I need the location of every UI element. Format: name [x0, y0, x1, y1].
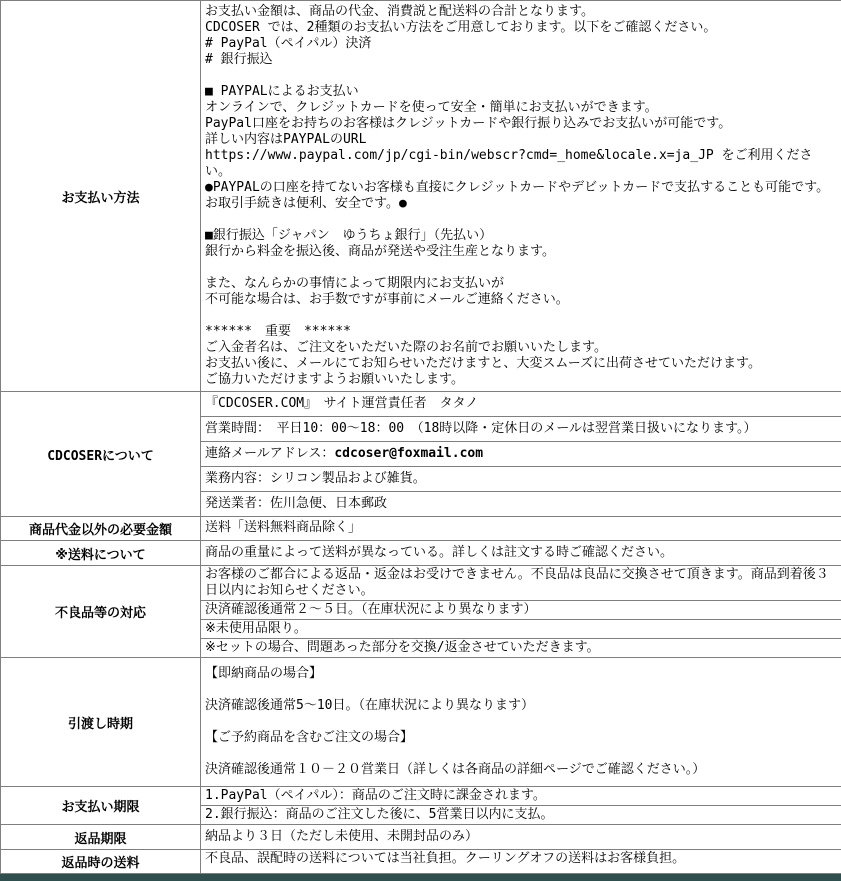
- content-line: 決済確認後通常5～10日。（在庫状況により異なります）: [205, 698, 837, 714]
- row-content-cell: [201, 620, 841, 639]
- content-line: [205, 746, 837, 762]
- row-label: 返品期限: [1, 825, 201, 850]
- row-label: CDCOSERについて: [1, 392, 201, 517]
- content-line: お客様のご都合による返品・返金はお受けできません。不良品は良品に交換させて頂きます。商品到着後３日以内にお知らせください。: [205, 567, 837, 599]
- content-line: 発送業者：佐川急便、日本郵政: [205, 496, 837, 512]
- content-line: 詳しい内容はPAYPALのURL: [205, 132, 837, 148]
- row-content-cell: [201, 417, 841, 442]
- row-content-cell: [201, 492, 841, 517]
- content-line: ****** 重要 ******: [205, 324, 837, 340]
- row-content-cell: [201, 442, 841, 467]
- content-line: 決済確認後通常２～５日。（在庫状況により異なります）: [205, 602, 837, 618]
- content-line: # 銀行振込: [205, 52, 837, 68]
- content-line: [205, 682, 837, 698]
- row-label: 商品代金以外の必要金額: [1, 517, 201, 541]
- content-line: オンラインで、クレジットカードを使って安全・簡単にお支払いができます。: [205, 100, 837, 116]
- content-line: 【即納商品の場合】: [205, 666, 837, 682]
- content-line: ※セットの場合、問題あった部分を交換/返金させていただきます。: [205, 640, 837, 656]
- content-line: ■銀行振込「ジャパン ゆうちょ銀行」（先払い）: [205, 228, 837, 244]
- content-line: [205, 308, 837, 324]
- row-content-cell: [201, 517, 841, 541]
- row-content-cell: [201, 601, 841, 620]
- content-line: 業務内容：シリコン製品および雑貨。: [205, 471, 837, 487]
- content-line: ※未使用品限り。: [205, 621, 837, 637]
- content-line: CDCOSER では、2種類のお支払い方法をご用意しております。以下をご確認ください。: [205, 20, 837, 36]
- row-label: 返品時の送料: [1, 850, 201, 874]
- content-line: 商品の重量によって送料が異なっている。詳しくは註文する時ご確認ください。: [205, 545, 837, 561]
- content-line: 納品より３日（ただし未使用、未開封品のみ）: [205, 829, 837, 845]
- row-label: 不良品等の対応: [1, 566, 201, 658]
- content-line: また、なんらかの事情によって期限内にお支払いが: [205, 276, 837, 292]
- row-content-cell: [201, 850, 841, 874]
- content-line: 銀行から料金を振込後、商品が発送や受注生産となります。: [205, 244, 837, 260]
- row-label: 引渡し時期: [1, 658, 201, 787]
- content-line: [205, 212, 837, 228]
- content-line: ご入金者名は、ご注文をいただいた際のお名前でお願いいたします。: [205, 340, 837, 356]
- email-address: cdcoser@foxmail.com: [334, 446, 483, 461]
- row-content-cell: [201, 566, 841, 601]
- row-label: お支払い方法: [1, 1, 201, 392]
- row-label: お支払い期限: [1, 787, 201, 825]
- content-line: 【ご予約商品を含むご注文の場合】: [205, 730, 837, 746]
- row-content-cell: [201, 541, 841, 566]
- row-content-cell: [201, 825, 841, 850]
- row-content-cell: [201, 658, 841, 787]
- content-line: お支払い金額は、商品の代金、消費説と配送料の合計となります。: [205, 4, 837, 20]
- email-label: 連絡メールアドレス：: [205, 446, 334, 461]
- content-line: 営業時間： 平日10：00～18：00 （18時以降・定休日のメールは翌営業日扱いになります。）: [205, 421, 837, 437]
- content-line: ■ PAYPALによるお支払い: [205, 84, 837, 100]
- row-label: ※送料について: [1, 541, 201, 566]
- content-line: 不良品、誤配時の送料については当社負担。クーリングオフの送料はお客様負担。: [205, 851, 837, 867]
- content-line: 『CDCOSER.COM』 サイト運営責任者 タタノ: [205, 396, 837, 412]
- content-line: 2.銀行振込：商品のご注文した後に、5営業日以内に支払。: [205, 807, 837, 823]
- content-line: 送料「送料無料商品除く」: [205, 520, 837, 536]
- paypal-url-text: https://www.paypal.com/jp/cgi-bin/webscr?cmd=_home&locale.x=ja_JP をご利用ください。: [205, 148, 837, 180]
- content-line: ●PAYPALの口座を持てないお客様も直接にクレジットカードやデビットカードで支払することも可能です。: [205, 180, 837, 196]
- content-line: 1.PayPal（ペイパル）：商品のご注文時に課金されます。: [205, 788, 837, 804]
- content-line: お支払い後に、メールにてお知らせいただけますと、大変スムーズに出荷させていただけます。: [205, 356, 837, 372]
- content-line: [205, 68, 837, 84]
- content-line: PayPal口座をお持ちのお客様はクレジットカードや銀行振り込みでお支払いが可能です。: [205, 116, 837, 132]
- row-content-cell: [201, 1, 841, 392]
- content-line: お取引手続きは便利、安全です。●: [205, 196, 837, 212]
- content-line: [205, 260, 837, 276]
- content-line: [205, 714, 837, 730]
- row-content-cell: [201, 806, 841, 825]
- content-line: 決済確認後通常１０－２０営業日（詳しくは各商品の詳細ページでご確認ください。）: [205, 762, 837, 778]
- content-line: # PayPal（ペイパル）決済: [205, 36, 837, 52]
- row-content-cell: [201, 392, 841, 417]
- row-content-cell: [201, 787, 841, 806]
- row-content-cell: [201, 639, 841, 658]
- row-content-cell: [201, 467, 841, 492]
- content-line: ご協力いただけますようお願いいたします。: [205, 372, 837, 388]
- content-line: [205, 446, 837, 462]
- footer-bar: [0, 874, 841, 881]
- content-line: 不可能な場合は、お手数ですが事前にメールご連絡ください。: [205, 292, 837, 308]
